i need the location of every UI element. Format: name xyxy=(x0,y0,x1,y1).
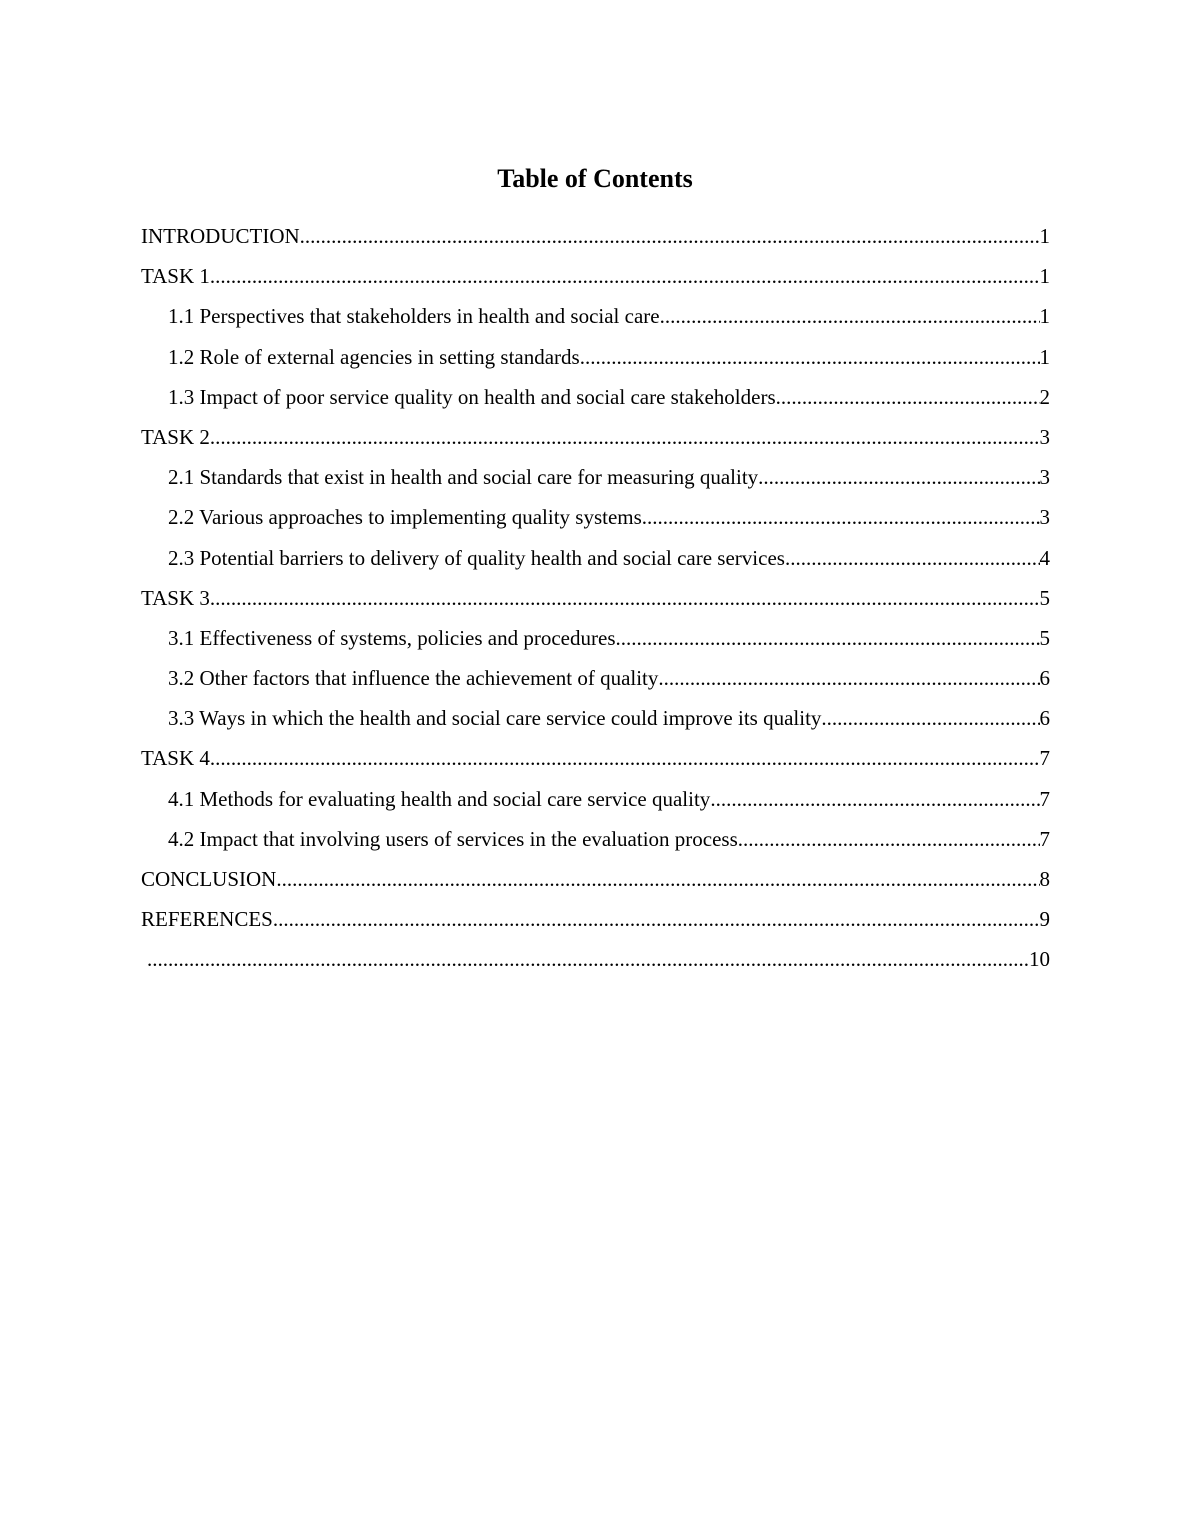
toc-dot-leader xyxy=(210,417,1040,457)
toc-entry-title[interactable]: 3.3 Ways in which the health and social care service could improve its quality xyxy=(168,706,822,731)
toc-page-number: 7 xyxy=(1039,746,1050,771)
toc-page-number: 3 xyxy=(1039,505,1050,530)
toc-entry[interactable] xyxy=(141,497,1050,537)
toc-page-number: 10 xyxy=(1029,947,1050,972)
toc-entry-title[interactable]: TASK 3 xyxy=(141,585,210,610)
toc-entry[interactable] xyxy=(141,256,1050,296)
toc-entry-title[interactable]: CONCLUSION xyxy=(141,867,277,891)
toc-dot-leader xyxy=(758,457,1039,497)
toc-title: Table of Contents xyxy=(497,164,693,193)
toc-entry-title[interactable]: 3.1 Effectiveness of systems, policies and procedures xyxy=(168,625,616,650)
toc-dot-leader xyxy=(660,296,1040,336)
toc-entry[interactable] xyxy=(141,939,1050,979)
toc-dot-leader xyxy=(210,738,1040,778)
toc-entry-title[interactable]: 1.1 Perspectives that stakeholders in health and social care xyxy=(168,304,660,329)
toc-entry[interactable] xyxy=(141,538,1050,578)
toc-entry[interactable] xyxy=(141,296,1050,336)
toc-dot-leader xyxy=(710,779,1039,819)
toc-page-number: 3 xyxy=(1039,465,1050,490)
toc-entry-title[interactable]: 2.3 Potential barriers to delivery of quality health and social care services xyxy=(168,545,785,570)
toc-entry[interactable] xyxy=(141,377,1050,417)
toc-page-number: 1 xyxy=(1039,264,1050,289)
toc-entry[interactable] xyxy=(141,578,1050,618)
toc-entry[interactable] xyxy=(141,899,1050,939)
toc-page-number: 9 xyxy=(1039,907,1050,932)
toc-entry[interactable] xyxy=(141,658,1050,698)
toc-page-number: 1 xyxy=(1039,344,1050,369)
toc-dot-leader xyxy=(273,899,1040,939)
toc-page-number: 5 xyxy=(1039,585,1050,610)
toc-entry-title[interactable]: 4.2 Impact that involving users of services in the evaluation process xyxy=(168,826,738,851)
toc-page-number: 2 xyxy=(1039,384,1050,409)
toc-dot-leader xyxy=(147,939,1029,979)
toc-entry-title[interactable]: TASK 1 xyxy=(141,264,210,289)
toc-entry[interactable] xyxy=(141,618,1050,658)
toc-entry-title[interactable]: 1.2 Role of external agencies in setting standards xyxy=(168,344,580,369)
toc-list xyxy=(141,216,1050,980)
toc-entry[interactable] xyxy=(141,779,1050,819)
toc-dot-leader xyxy=(276,859,1039,899)
toc-entry-title[interactable]: 2.1 Standards that exist in health and social care for measuring quality xyxy=(168,465,759,490)
toc-page-number: 6 xyxy=(1039,706,1050,731)
toc-entry-title[interactable]: TASK 2 xyxy=(141,424,210,449)
toc-entry[interactable] xyxy=(141,738,1050,778)
toc-entry[interactable] xyxy=(141,457,1050,497)
toc-dot-leader xyxy=(300,216,1040,256)
toc-entry-title[interactable]: REFERENCES xyxy=(141,907,273,932)
toc-dot-leader xyxy=(642,497,1040,537)
toc-entry[interactable] xyxy=(141,216,1050,256)
toc-dot-leader xyxy=(821,698,1039,738)
toc-dot-leader xyxy=(658,658,1039,698)
toc-page-number: 6 xyxy=(1039,666,1050,691)
toc-page-number: 8 xyxy=(1039,867,1050,891)
toc-entry-title[interactable]: 3.2 Other factors that influence the achievement of quality xyxy=(168,666,659,691)
toc-entry-title[interactable]: 1.3 Impact of poor service quality on health and social care stakeholders xyxy=(168,384,776,409)
toc-entry[interactable] xyxy=(141,337,1050,377)
toc-dot-leader xyxy=(738,819,1040,859)
toc-page-number: 5 xyxy=(1039,625,1050,650)
toc-dot-leader xyxy=(616,618,1040,658)
toc-page-number: 7 xyxy=(1039,826,1050,851)
toc-entry-title[interactable]: 4.1 Methods for evaluating health and social care service quality xyxy=(168,786,711,811)
toc-dot-leader xyxy=(580,337,1040,377)
toc-entry[interactable] xyxy=(141,819,1050,859)
toc-entry-title[interactable]: INTRODUCTION xyxy=(141,224,300,248)
toc-entry[interactable] xyxy=(141,417,1050,457)
toc-page-number: 4 xyxy=(1039,545,1050,570)
toc-page-number: 1 xyxy=(1039,304,1050,329)
toc-entry-title[interactable]: TASK 4 xyxy=(141,746,210,771)
toc-dot-leader xyxy=(210,256,1040,296)
toc-dot-leader xyxy=(776,377,1040,417)
toc-dot-leader xyxy=(210,578,1040,618)
toc-page-number: 7 xyxy=(1039,786,1050,811)
toc-entry[interactable] xyxy=(141,698,1050,738)
toc-dot-leader xyxy=(785,538,1040,578)
toc-entry[interactable] xyxy=(141,859,1050,899)
toc-page-number: 1 xyxy=(1039,224,1050,248)
toc-entry-title[interactable]: 2.2 Various approaches to implementing quality systems xyxy=(168,505,642,530)
toc-page-number: 3 xyxy=(1039,424,1050,449)
